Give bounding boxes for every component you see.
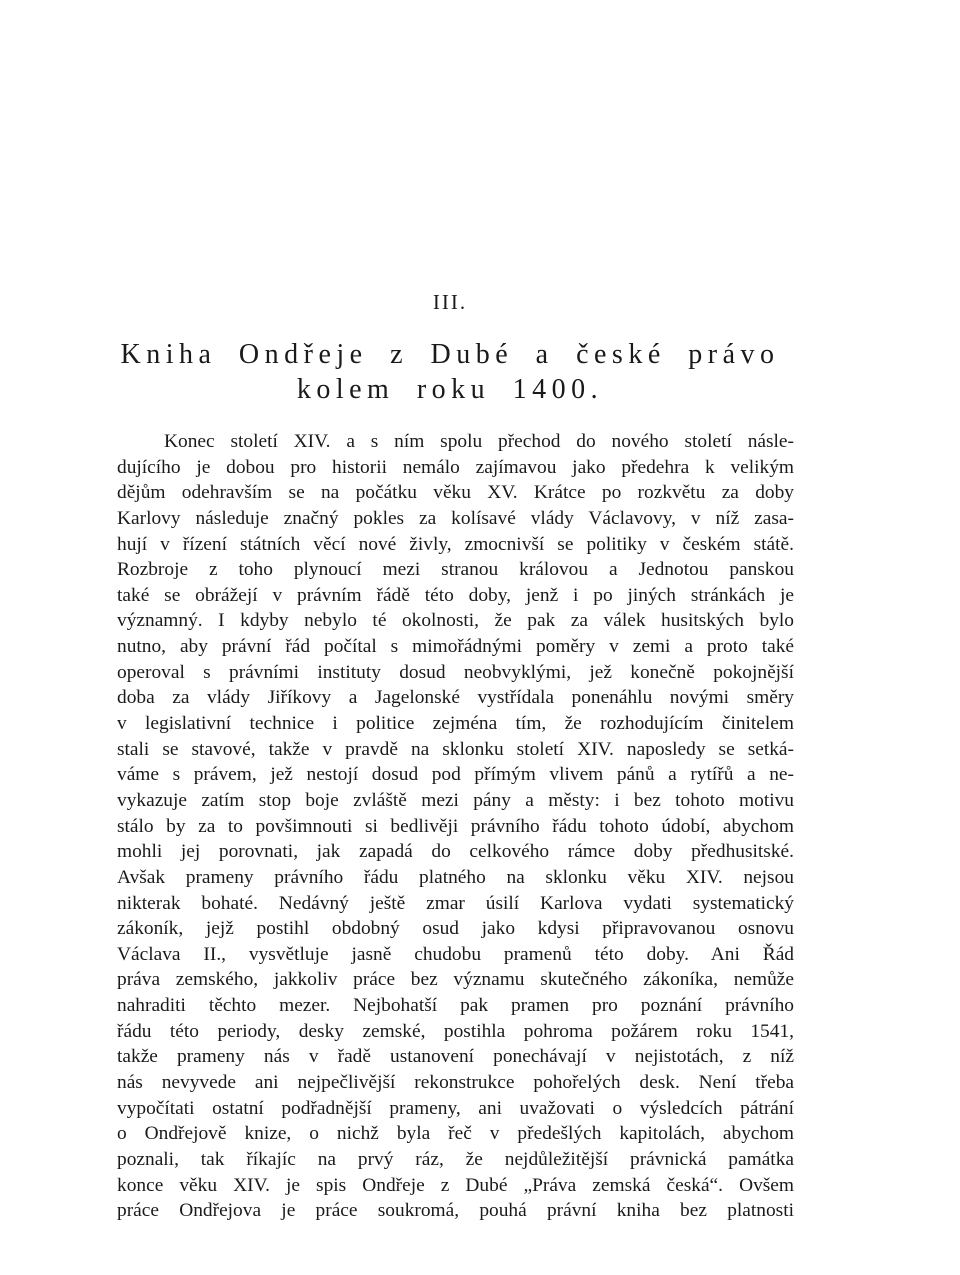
text-line: dujícího je dobou pro historii nemálo zajímavou jako předehra k velikým [117, 456, 794, 478]
text-line: vykazuje zatím stop boje zvláště mezi pány a městy: i bez tohoto motivu [117, 789, 794, 811]
text-line: Konec století XIV. a s ním spolu přechod do nového století násle- [164, 431, 794, 452]
text-line: stali se stavové, takže v pravdě na sklonku století XIV. naposledy se setká- [117, 738, 794, 760]
text-line: konce věku XIV. je spis Ondřeje z Dubé „Práva zemská česká“. Ovšem [117, 1174, 794, 1196]
text-line: dějům odehravším se na počátku věku XV. Krátce po rozkvětu za doby [117, 482, 794, 504]
text-line: práce Ondřejova je práce soukromá, pouhá právní kniha bez platnosti [117, 1200, 794, 1222]
chapter-title-line-1: Kniha Ondřeje z Dubé a české právo [120, 339, 780, 370]
text-line: zákoník, jejž postihl obdobný osud jako kdysi připravovanou osnovu [117, 918, 794, 940]
text-line: vypočítati ostatní podřadnější prameny, ani uvažovati o výsledcích pátrání [117, 1097, 794, 1119]
text-line: nahraditi těchto mezer. Nejbohatší pak pramen pro poznání právního [117, 995, 794, 1017]
text-line: poznali, tak říkajíc na prvý ráz, že nejdůležitější právnická památka [117, 1148, 794, 1170]
text-line: nikterak bohaté. Nedávný ještě zmar úsilí Karlova vydati systematický [117, 892, 794, 914]
body-paragraph [117, 429, 794, 1224]
text-line: váme s právem, jež nestojí dosud pod přímým vlivem pánů a rytířů a ne- [117, 764, 794, 786]
text-line: takže prameny nás v řadě ustanovení ponechávají v nejistotách, z níž [117, 1046, 794, 1068]
text-line: doba za vlády Jiříkovy a Jagelonské vystřídala ponenáhlu novými směry [117, 687, 794, 709]
text-line: Avšak prameny právního řádu platného na sklonku věku XIV. nejsou [117, 866, 794, 888]
text-line: v legislativní technice i politice zejména tím, že rozhodujícím činitelem [117, 713, 794, 735]
text-line: hují v řízení státních věcí nové živly, zmocnivší se politiky v českém státě. [117, 533, 794, 555]
text-line: Václava II., vysvětluje jasně chudobu pramenů této doby. Ani Řád [117, 943, 794, 965]
text-line: Karlovy následuje značný pokles za kolísavé vlády Václavovy, v níž zasa- [117, 507, 794, 529]
text-line: stálo by za to povšimnouti si bedlivěji právního řádu tohoto údobí, abychom [117, 815, 794, 837]
text-line: významný. I kdyby nebylo té okolnosti, že pak za válek husitských bylo [117, 610, 794, 632]
text-line: nutno, aby právní řád počítal s mimořádnými poměry v zemi a proto také [117, 636, 794, 658]
text-line: také se obrážejí v právním řádě této doby, jenž i po jiných stránkách je [117, 584, 794, 606]
text-line: operoval s právními instituty dosud neobvyklými, jež konečně pokojnější [117, 661, 794, 683]
text-line: práva zemského, jakkoliv práce bez významu skutečného zákoníka, nemůže [117, 969, 794, 991]
chapter-title-line-2: kolem roku 1400. [296, 374, 604, 405]
text-line: nás nevyvede ani nejpečlivější rekonstrukce pohořelých desk. Není třeba [117, 1072, 794, 1094]
chapter-number: III. [432, 290, 468, 314]
text-line: mohli jej porovnati, jak zapadá do celkového rámce doby předhusitské. [117, 841, 794, 863]
chapter-title [0, 337, 900, 407]
text-line: o Ondřejově knize, o nichž byla řeč v předešlých kapitolách, abychom [117, 1123, 794, 1145]
text-line: řádu této periody, desky zemské, postihla pohroma požárem roku 1541, [117, 1020, 794, 1042]
text-line: Rozbroje z toho plynoucí mezi stranou královou a Jednotou panskou [117, 559, 794, 581]
